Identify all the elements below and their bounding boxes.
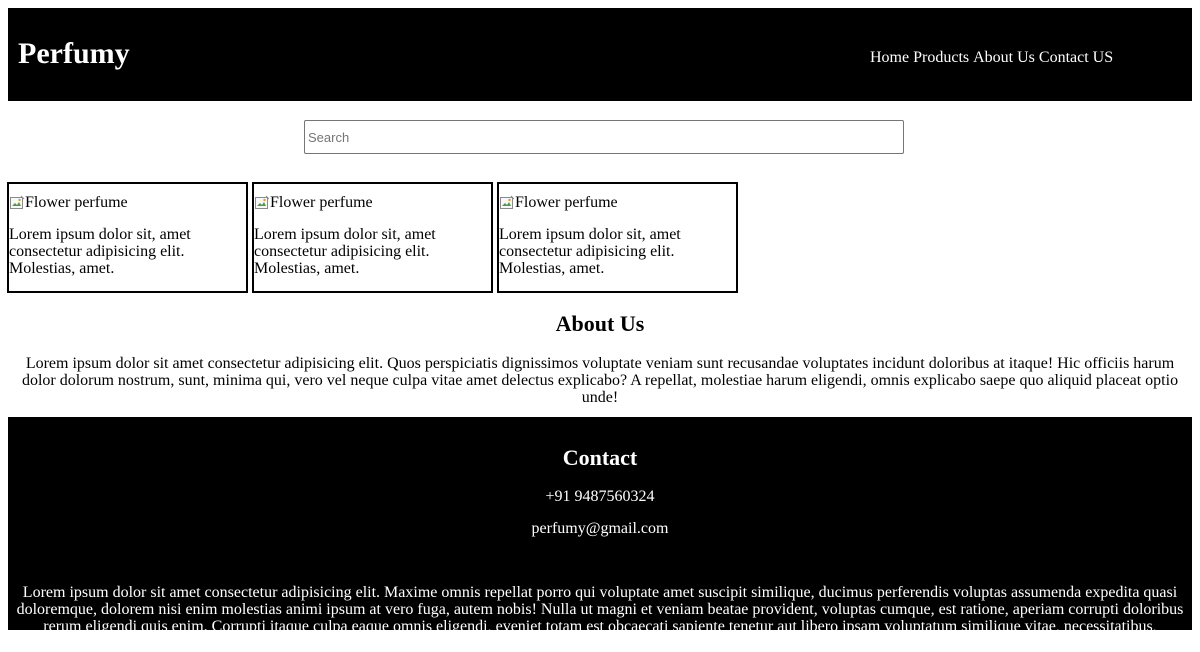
nav-link-about-us[interactable]: About Us xyxy=(973,49,1035,66)
product-list xyxy=(7,182,738,293)
product-image-alt: Flower perfume xyxy=(25,194,128,211)
nav-link-products[interactable]: Products xyxy=(913,49,970,66)
contact-title: Contact xyxy=(562,445,638,470)
main-navigation xyxy=(870,49,1113,67)
product-image xyxy=(499,193,736,212)
search-container xyxy=(304,120,904,154)
about-text: Lorem ipsum dolor sit amet consectetur adipisicing elit. Quos perspiciatis dignissimos voluptate veniam sunt recusandae voluptates incidunt doloribus at itaque! Hic officiis harum dolor dolorum nostrum, sunt, minima qui, vero vel neque culpa vitae amet delectus explicabo? A repellat, molestiae harum eligendi, omnis explicabo saepe quo aliquid placeat optio unde! xyxy=(21,355,1179,406)
about-title: About Us xyxy=(555,311,645,336)
product-image-alt: Flower perfume xyxy=(270,194,373,211)
search-input[interactable] xyxy=(304,120,904,154)
broken-image-icon xyxy=(254,195,270,211)
product-description: Lorem ipsum dolor sit, amet consectetur adipisicing elit. Molestias, amet. xyxy=(254,226,436,277)
contact-email: perfumy@gmail.com xyxy=(531,520,669,537)
nav-link-home[interactable]: Home xyxy=(870,49,910,66)
product-image xyxy=(254,193,491,212)
footer-text: Lorem ipsum dolor sit amet consectetur adipisicing elit. Maxime omnis repellat porro qui voluptate amet suscipit similique, ducimus perferendis voluptas assumenda expedita quasi doloremque, dolorem nisi enim molestias animi ipsum at vero fuga, autem nobis! Nulla ut magni et veniam beatae provident, voluptas cumque, est ratione, aperiam corrupti doloribus rerum eligendi quis enim. Corrupti itaque culpa eaque omnis eligendi, eveniet totam est obcaecati sapiente tenetur aut libero ipsam voluptatum similique vitae, necessitatibus, explicabo accusantium molestias veniam xyxy=(16,584,1184,652)
product-description: Lorem ipsum dolor sit, amet consectetur adipisicing elit. Molestias, amet. xyxy=(499,226,681,277)
product-description: Lorem ipsum dolor sit, amet consectetur adipisicing elit. Molestias, amet. xyxy=(9,226,191,277)
product-card xyxy=(497,182,738,293)
broken-image-icon xyxy=(9,195,25,211)
broken-image-icon xyxy=(499,195,515,211)
product-image-alt: Flower perfume xyxy=(515,194,618,211)
contact-footer xyxy=(8,417,1192,652)
nav-link-contact-us[interactable]: Contact US xyxy=(1038,49,1114,66)
product-card xyxy=(252,182,493,293)
contact-phone: +91 9487560324 xyxy=(545,488,655,505)
product-card xyxy=(7,182,248,293)
site-header xyxy=(8,8,1192,101)
brand-title: Perfumy xyxy=(18,37,130,70)
product-image xyxy=(9,193,246,212)
